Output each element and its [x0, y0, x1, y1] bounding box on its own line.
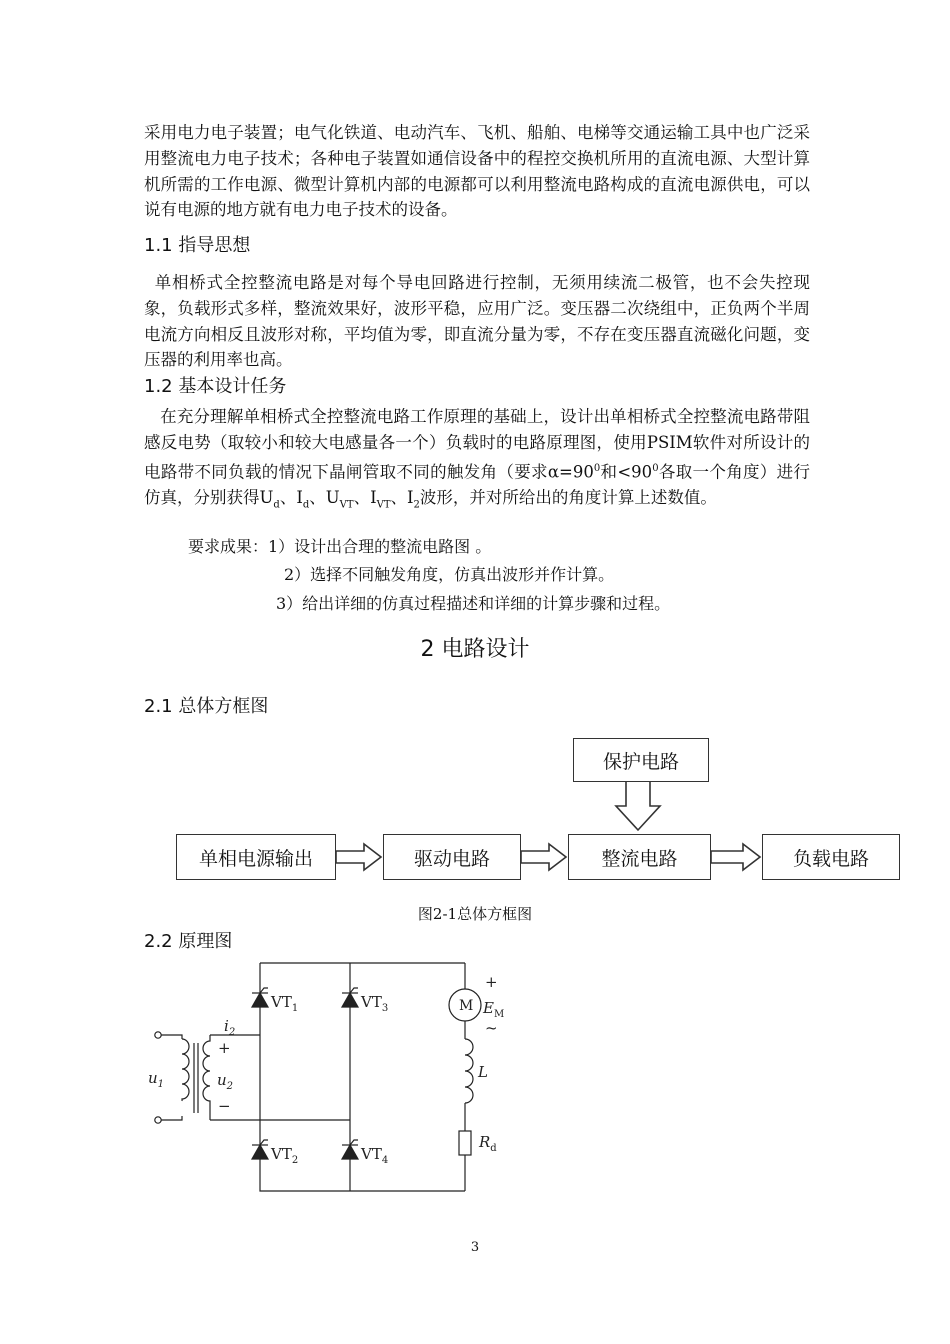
section-1-1-body — [144, 270, 810, 373]
arrow-protect-to-rectifier — [616, 778, 660, 830]
primary-terminal-bottom — [155, 1117, 161, 1123]
label-vt2: $VT_2$ — [271, 1145, 299, 1166]
sep-1: 、I — [279, 487, 303, 507]
inductor-coil — [465, 1039, 473, 1103]
sep-4: 、I — [390, 487, 414, 507]
requirement-3: 3）给出详细的仿真过程描述和详细的计算步骤和过程。 — [276, 594, 671, 613]
sep-2: 、U — [309, 487, 340, 507]
label-i2: $i_2$ — [224, 1017, 236, 1038]
degree-sup-1: 0 — [593, 462, 601, 474]
rectifier-circuit-box: 整流电路 — [568, 834, 711, 880]
resistor-rect — [459, 1131, 471, 1155]
sub-id: d — [302, 499, 310, 511]
label-load-plus: + — [485, 973, 498, 991]
figure-caption: 图2-1总体方框图 — [417, 905, 533, 923]
body-text-3: 各取一个角度）进行仿真，分别获得U — [144, 462, 811, 507]
requirement-2: 2）选择不同触发角度，仿真出波形并作计算。 — [284, 565, 615, 584]
chapter-2-title: 2 电路设计 — [420, 637, 530, 662]
section-1-2-title: 1.2 基本设计任务 — [144, 376, 287, 397]
label-vt4: $VT_4$ — [361, 1145, 389, 1166]
label-load-minus: ~ — [485, 1019, 498, 1037]
requirement-1: 要求成果：1）设计出合理的整流电路图 。 — [188, 537, 492, 556]
label-motor: M — [459, 998, 474, 1014]
block-diagram-arrows — [0, 730, 950, 930]
primary-terminal-top — [155, 1032, 161, 1038]
page-number: 3 — [470, 1240, 480, 1255]
sub-ud: d — [273, 499, 280, 511]
body-text-2: 和<90 — [600, 462, 653, 482]
label-em: $E_M$ — [483, 999, 505, 1020]
body-text-1: 在充分理解单相桥式全控整流电路工作原理的基础上，设计出单相桥式全控整流电路带阻感反电势（取较小和较大电感量各一个）负载时的电路原理图，使用PSIM软件对所设计的电路带不同负载的情况下晶闸管取不同的触发角（要求α=90 — [144, 407, 810, 482]
protect-circuit-box: 保护电路 — [573, 738, 709, 782]
primary-coil — [182, 1039, 189, 1101]
section-1-2-body — [144, 404, 810, 518]
bridge-schematic — [140, 955, 520, 1205]
arrow-drive-to-rectifier — [521, 844, 566, 870]
source-output-box: 单相电源输出 — [176, 834, 336, 880]
drive-circuit-box: 驱动电路 — [383, 834, 521, 880]
section-1-1-text: 单相桥式全控整流电路是对每个导电回路进行控制，无须用续流二极管，也不会失控现象，负载形式多样，整流效果好，波形平稳，应用广泛。变压器二次绕组中，正负两个半周电流方向相反且波形对称，平均值为零，即直流分量为零，不存在变压器直流磁化问题，变压器的利用率也高。 — [144, 273, 810, 370]
section-2-1-title: 2.1 总体方框图 — [144, 696, 269, 717]
label-u2: $u_2$ — [217, 1071, 234, 1092]
label-vt3: $VT_3$ — [361, 993, 389, 1014]
label-u1: $u_1$ — [148, 1069, 165, 1090]
secondary-coil — [203, 1035, 210, 1120]
arrow-rectifier-to-load — [711, 844, 760, 870]
sub-ivt: VT — [376, 499, 391, 511]
section-1-1-title: 1.1 指导思想 — [144, 235, 251, 256]
transformer-core — [194, 1043, 198, 1113]
intro-paragraph: 采用电力电子装置；电气化铁道、电动汽车、飞机、船舶、电梯等交通运输工具中也广泛采用整流电力电子技术；各种电子装置如通信设备中的程控交换机所用的直流电源、大型计算机所需的工作电源、微型计算机内部的电源都可以利用整流电路构成的直流电源供电，可以说有电源的地方就有电力电子技术的设备。 — [144, 123, 810, 220]
primary-bottom-wire — [161, 1116, 182, 1120]
sep-3: 、I — [353, 487, 377, 507]
degree-sup-2: 0 — [652, 462, 659, 474]
arrow-source-to-drive — [336, 844, 381, 870]
label-rd: $R_d$ — [479, 1133, 497, 1154]
sub-uvt: VT — [339, 499, 354, 511]
sub-i2: 2 — [413, 499, 420, 511]
primary-top-wire — [161, 1035, 182, 1039]
label-minus-secondary: − — [218, 1097, 231, 1115]
label-plus-secondary: + — [218, 1039, 231, 1057]
body-text-end: 波形，并对所给出的角度计算上述数值。 — [419, 487, 717, 507]
label-vt1: $VT_1$ — [271, 993, 299, 1014]
section-2-2-title: 2.2 原理图 — [144, 931, 233, 952]
label-inductor: L — [478, 1063, 488, 1081]
load-circuit-box: 负载电路 — [762, 834, 900, 880]
